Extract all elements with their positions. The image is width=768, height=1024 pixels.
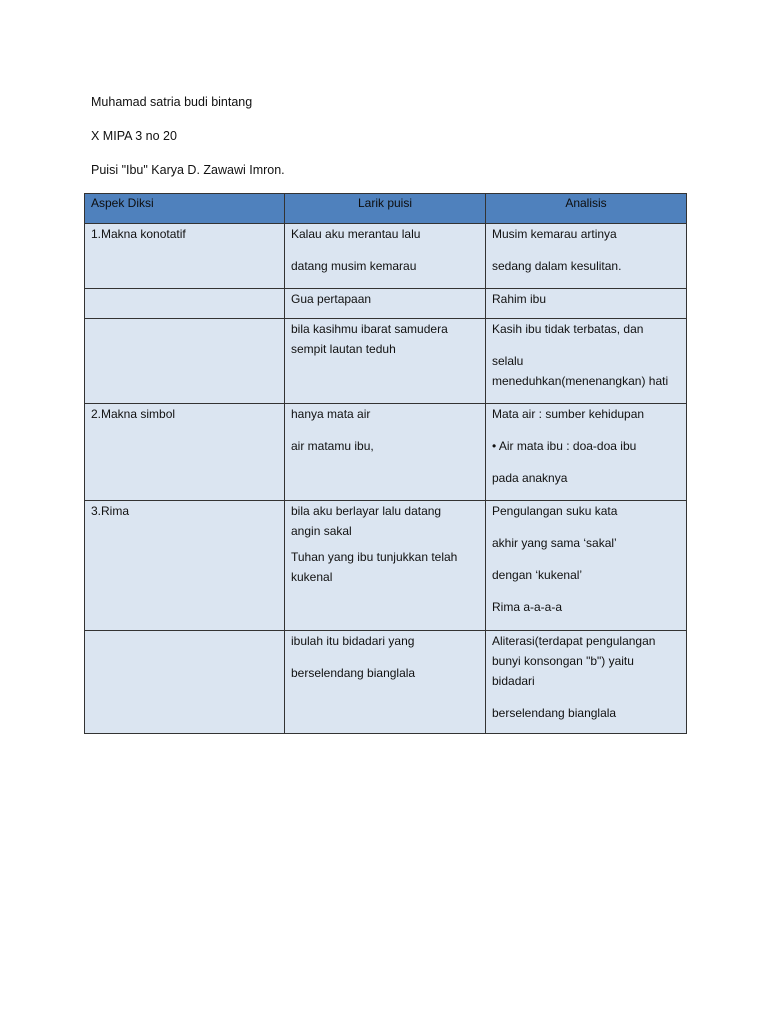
poem-title: Puisi "Ibu" Karya D. Zawawi Imron. <box>91 163 285 177</box>
larik-line: hanya mata air <box>291 407 371 421</box>
aspect-cell <box>85 631 285 734</box>
aspect-label: 3.Rima <box>91 504 130 518</box>
table-row <box>85 501 687 631</box>
analisis-line: sedang dalam kesulitan. <box>492 259 622 273</box>
aspect-cell <box>85 224 285 289</box>
larik-line: Kalau aku merantau lalu <box>291 227 421 241</box>
analisis-line: • Air mata ibu : doa-doa ibu <box>492 439 637 453</box>
aspect-label: 2.Makna simbol <box>91 407 176 421</box>
analisis-line: Rahim ibu <box>492 292 547 306</box>
diction-analysis-table <box>84 193 687 734</box>
table-row <box>85 289 687 319</box>
analisis-line: berselendang bianglala <box>492 706 617 720</box>
class-number: X MIPA 3 no 20 <box>91 129 177 143</box>
analisis-line: Kasih ibu tidak terbatas, dan <box>492 322 644 336</box>
table-row <box>85 319 687 404</box>
analisis-line: Pengulangan suku kata <box>492 504 618 518</box>
analisis-line: dengan ‘kukenal’ <box>492 568 583 582</box>
larik-cell <box>285 501 486 631</box>
analisis-cell <box>486 404 687 501</box>
analisis-line: Rima a-a-a-a <box>492 600 563 614</box>
larik-line: sempit lautan teduh <box>291 342 396 356</box>
larik-line: berselendang bianglala <box>291 666 416 680</box>
larik-cell <box>285 631 486 734</box>
analisis-cell <box>486 501 687 631</box>
analisis-cell <box>486 224 687 289</box>
aspect-cell <box>85 404 285 501</box>
analisis-line: bidadari <box>492 674 535 688</box>
table-row <box>85 404 687 501</box>
larik-line: air matamu ibu, <box>291 439 374 453</box>
analisis-line: pada anaknya <box>492 471 568 485</box>
larik-line: Gua pertapaan <box>291 292 372 306</box>
analisis-line: Aliterasi(terdapat pengulangan <box>492 634 656 648</box>
larik-line: kukenal <box>291 570 333 584</box>
larik-cell <box>285 224 486 289</box>
analisis-line: meneduhkan(menenangkan) hati <box>492 374 669 388</box>
aspect-cell <box>85 501 285 631</box>
column-header-analisis: Analisis <box>486 194 687 224</box>
analisis-line: akhir yang sama ‘sakal’ <box>492 536 617 550</box>
larik-line: bila kasihmu ibarat samudera <box>291 322 448 336</box>
table-header-row <box>85 194 687 224</box>
larik-cell <box>285 289 486 319</box>
author-name: Muhamad satria budi bintang <box>91 95 253 109</box>
analisis-line: selalu <box>492 354 524 368</box>
analisis-line: bunyi konsongan "b") yaitu <box>492 654 634 668</box>
column-header-aspek: Aspek Diksi <box>85 194 285 224</box>
analisis-cell <box>486 289 687 319</box>
aspect-label: 1.Makna konotatif <box>91 227 186 241</box>
aspect-cell <box>85 289 285 319</box>
larik-line: ibulah itu bidadari yang <box>291 634 415 648</box>
column-header-larik: Larik puisi <box>285 194 486 224</box>
analisis-cell <box>486 631 687 734</box>
table-row <box>85 224 687 289</box>
aspect-cell <box>85 319 285 404</box>
larik-line: Tuhan yang ibu tunjukkan telah <box>291 550 458 564</box>
larik-line: bila aku berlayar lalu datang <box>291 504 442 518</box>
analisis-line: Musim kemarau artinya <box>492 227 617 241</box>
larik-cell <box>285 404 486 501</box>
larik-cell <box>285 319 486 404</box>
larik-line: datang musim kemarau <box>291 259 417 273</box>
table-row <box>85 631 687 734</box>
analisis-cell <box>486 319 687 404</box>
larik-line: angin sakal <box>291 524 352 538</box>
analisis-line: Mata air : sumber kehidupan <box>492 407 645 421</box>
